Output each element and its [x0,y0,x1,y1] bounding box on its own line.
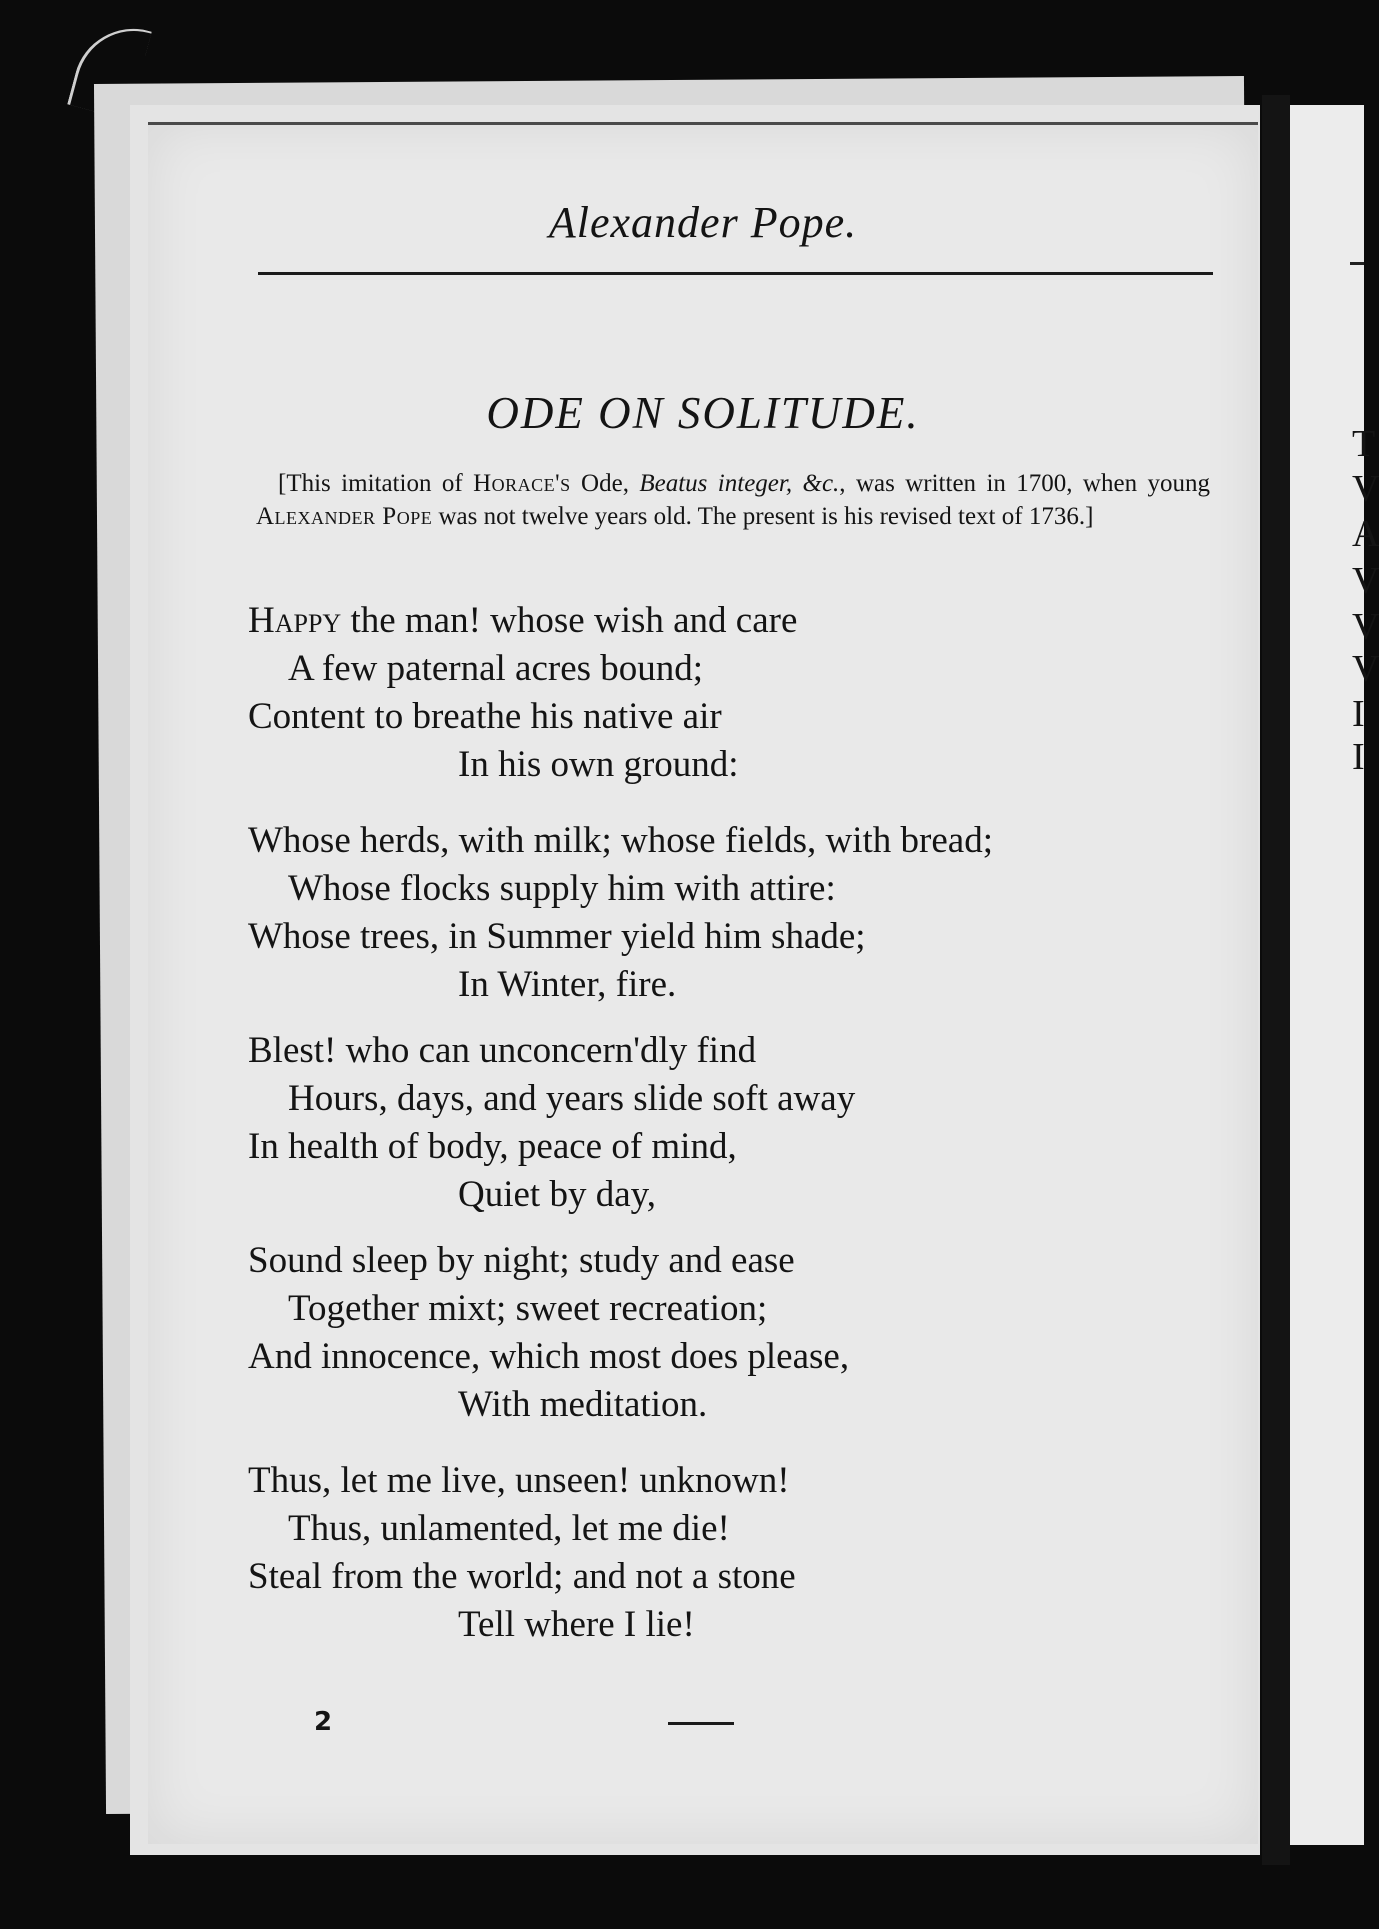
verse-line: Sound sleep by night; study and ease [248,1240,795,1281]
page-number: 2 [314,1707,333,1737]
book-binding [1262,95,1290,1865]
verse-line: Steal from the world; and not a stone [248,1556,796,1597]
note-work-title: Beatus integer, &c. [639,470,840,497]
facing-page-letter: I [1352,693,1365,735]
note-text: , was written in 1700, when young [839,470,1210,497]
verse-line [248,602,797,639]
verse-line: In his own ground: [458,744,739,785]
verse-text: the man! whose wish and care [341,600,798,641]
verse-line: A few paternal acres bound; [288,648,704,689]
verse-line: With meditation. [458,1384,708,1425]
verse-line: Whose flocks supply him with attire: [288,868,836,909]
verse-line: Together mixt; sweet recreation; [288,1288,768,1329]
facing-page-letter: T [1352,423,1376,465]
poem-title: ODE ON SOLITUDE. [486,388,920,438]
facing-page-letter: A [1352,513,1379,555]
note-text: Ode, [570,470,640,497]
facing-page-letter: I [1352,736,1365,778]
facing-page-rule [1350,262,1364,265]
verse-line: Thus, let me live, unseen! unknown! [248,1460,790,1501]
facing-page-letter: V [1352,468,1379,510]
editorial-note [256,467,1210,533]
facing-page [1290,105,1379,1845]
verse-line: And innocence, which most does please, [248,1336,850,1377]
facing-page-letter: V [1352,648,1379,690]
tail-rule [668,1722,734,1725]
verse-line: Hours, days, and years slide soft away [288,1078,856,1119]
verse-line: In health of body, peace of mind, [248,1126,737,1167]
verse-line: Content to breathe his native air [248,696,722,737]
verse-line: Whose herds, with milk; whose fields, with bread; [248,820,994,861]
note-text: [This imitation of [278,470,474,497]
verse-line: Tell where I lie! [458,1604,695,1645]
verse-line: Whose trees, in Summer yield him shade; [248,916,866,957]
drop-word: Happy [248,600,342,641]
note-author: Alexander Pope [256,503,433,530]
running-head: Alexander Pope. [548,198,858,247]
note-horace: Horace's [473,470,571,497]
note-text: was not twelve years old. The present is his revised text of 1736.] [432,503,1094,530]
facing-page-letter: V [1352,560,1379,602]
verse-line: Thus, unlamented, let me die! [288,1508,730,1549]
header-rule [258,272,1213,275]
facing-page-letter: V [1352,606,1379,648]
book-page [148,122,1258,1844]
verse-line: Quiet by day, [458,1174,656,1215]
page-top-edge [148,122,1258,125]
verse-line: Blest! who can unconcern'dly find [248,1030,757,1071]
verse-line: In Winter, fire. [458,964,677,1005]
